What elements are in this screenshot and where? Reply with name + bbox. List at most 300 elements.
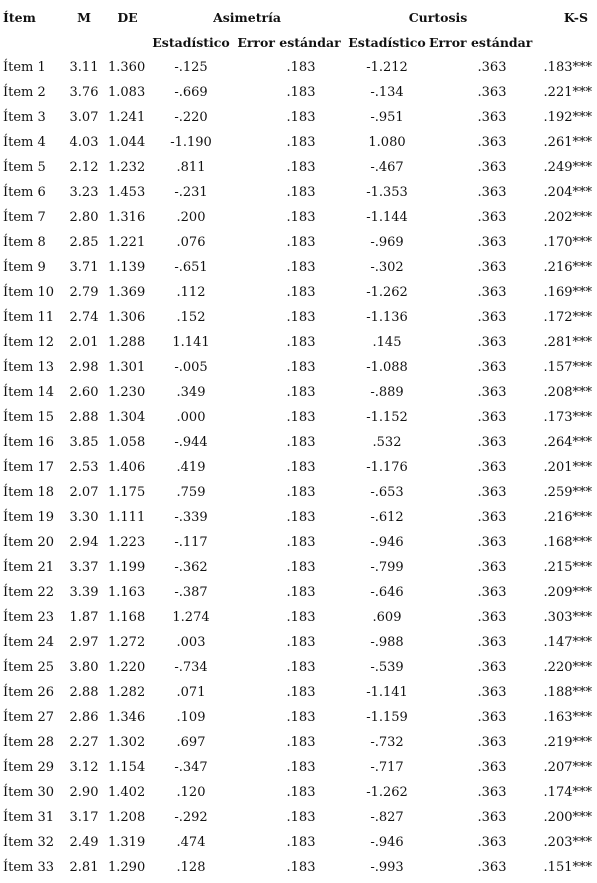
cell-kurtosis-std-error: .363 xyxy=(477,85,507,100)
cell-skewness-statistic: -.944 xyxy=(174,435,208,450)
cell-mean: 2.07 xyxy=(69,485,99,500)
cell-item: Ítem 4 xyxy=(3,135,46,150)
cell-sd: 1.319 xyxy=(108,835,146,850)
cell-skewness-statistic: -.292 xyxy=(174,810,208,825)
header-curtosis: Curtosis xyxy=(408,10,468,25)
cell-skewness-std-error: .183 xyxy=(286,435,316,450)
table-row xyxy=(3,255,594,280)
table-row xyxy=(3,730,594,755)
cell-kurtosis-std-error: .363 xyxy=(477,660,507,675)
cell-item: Ítem 29 xyxy=(3,760,55,775)
cell-sd: 1.346 xyxy=(108,710,146,725)
cell-mean: 2.85 xyxy=(69,235,99,250)
cell-skewness-statistic: .076 xyxy=(176,235,206,250)
cell-item: Ítem 11 xyxy=(3,310,55,325)
cell-kurtosis-statistic: -1.144 xyxy=(366,210,408,225)
cell-item: Ítem 22 xyxy=(3,585,55,600)
cell-sd: 1.369 xyxy=(108,285,146,300)
cell-kurtosis-std-error: .363 xyxy=(477,510,507,525)
cell-kurtosis-statistic: -.134 xyxy=(370,85,404,100)
cell-ks: .216*** xyxy=(543,510,592,525)
cell-mean: 3.23 xyxy=(69,185,99,200)
cell-skewness-statistic: -.125 xyxy=(174,60,208,75)
cell-kurtosis-std-error: .363 xyxy=(477,735,507,750)
cell-mean: 4.03 xyxy=(69,135,99,150)
cell-skewness-std-error: .183 xyxy=(286,710,316,725)
cell-ks: .204*** xyxy=(543,185,592,200)
cell-item: Ítem 18 xyxy=(3,485,55,500)
cell-kurtosis-std-error: .363 xyxy=(477,185,507,200)
cell-skewness-std-error: .183 xyxy=(286,835,316,850)
header-row-secondary xyxy=(3,30,594,55)
cell-skewness-statistic: -.669 xyxy=(174,85,208,100)
cell-skewness-std-error: .183 xyxy=(286,110,316,125)
table-body xyxy=(3,55,594,880)
header-ks: K-S xyxy=(563,10,588,25)
cell-kurtosis-std-error: .363 xyxy=(477,585,507,600)
cell-kurtosis-std-error: .363 xyxy=(477,210,507,225)
descriptive-stats-table xyxy=(3,5,594,880)
cell-ks: .216*** xyxy=(543,260,592,275)
cell-skewness-std-error: .183 xyxy=(286,335,316,350)
cell-kurtosis-std-error: .363 xyxy=(477,335,507,350)
cell-ks: .173*** xyxy=(543,410,592,425)
cell-ks: .172*** xyxy=(543,310,592,325)
cell-sd: 1.208 xyxy=(108,810,146,825)
cell-sd: 1.163 xyxy=(108,585,146,600)
table-row xyxy=(3,680,594,705)
cell-kurtosis-std-error: .363 xyxy=(477,135,507,150)
cell-kurtosis-statistic: -1.159 xyxy=(366,710,408,725)
header-asimetria: Asimetría xyxy=(213,10,281,25)
cell-mean: 3.85 xyxy=(69,435,99,450)
cell-kurtosis-statistic: -.302 xyxy=(370,260,404,275)
cell-mean: 2.98 xyxy=(69,360,99,375)
table-row xyxy=(3,530,594,555)
cell-mean: 2.01 xyxy=(69,335,99,350)
cell-skewness-statistic: .759 xyxy=(176,485,206,500)
cell-kurtosis-std-error: .363 xyxy=(477,360,507,375)
table-row xyxy=(3,330,594,355)
cell-mean: 2.49 xyxy=(69,835,99,850)
cell-item: Ítem 9 xyxy=(3,260,46,275)
cell-kurtosis-statistic: -.539 xyxy=(370,660,404,675)
cell-skewness-std-error: .183 xyxy=(286,285,316,300)
cell-ks: .209*** xyxy=(543,585,592,600)
cell-skewness-std-error: .183 xyxy=(286,635,316,650)
cell-sd: 1.290 xyxy=(108,860,146,875)
cell-kurtosis-std-error: .363 xyxy=(477,385,507,400)
cell-mean: 3.37 xyxy=(69,560,99,575)
cell-kurtosis-statistic: -.827 xyxy=(370,810,404,825)
cell-skewness-std-error: .183 xyxy=(286,410,316,425)
cell-mean: 3.76 xyxy=(69,85,99,100)
cell-sd: 1.111 xyxy=(108,510,146,525)
cell-skewness-statistic: .200 xyxy=(176,210,206,225)
cell-item: Ítem 7 xyxy=(3,210,46,225)
cell-sd: 1.139 xyxy=(108,260,146,275)
table-row xyxy=(3,155,594,180)
table-row xyxy=(3,780,594,805)
cell-skewness-std-error: .183 xyxy=(286,385,316,400)
cell-kurtosis-std-error: .363 xyxy=(477,810,507,825)
cell-skewness-std-error: .183 xyxy=(286,460,316,475)
cell-sd: 1.168 xyxy=(108,610,146,625)
cell-kurtosis-std-error: .363 xyxy=(477,485,507,500)
cell-sd: 1.402 xyxy=(108,785,146,800)
cell-mean: 2.88 xyxy=(69,410,99,425)
cell-item: Ítem 5 xyxy=(3,160,46,175)
cell-skewness-std-error: .183 xyxy=(286,260,316,275)
cell-ks: .264*** xyxy=(543,435,592,450)
cell-kurtosis-std-error: .363 xyxy=(477,235,507,250)
cell-kurtosis-statistic: -.467 xyxy=(370,160,404,175)
header-spacer xyxy=(106,30,149,55)
cell-skewness-std-error: .183 xyxy=(286,60,316,75)
cell-item: Ítem 21 xyxy=(3,560,55,575)
table-row xyxy=(3,405,594,430)
cell-mean: 2.86 xyxy=(69,710,99,725)
table-row xyxy=(3,855,594,880)
cell-sd: 1.301 xyxy=(108,360,146,375)
cell-item: Ítem 19 xyxy=(3,510,55,525)
cell-mean: 3.30 xyxy=(69,510,99,525)
cell-skewness-statistic: .003 xyxy=(176,635,206,650)
cell-item: Ítem 32 xyxy=(3,835,55,850)
cell-item: Ítem 10 xyxy=(3,285,55,300)
cell-kurtosis-statistic: -.988 xyxy=(370,635,404,650)
cell-mean: 3.07 xyxy=(69,110,99,125)
cell-skewness-statistic: -.220 xyxy=(174,110,208,125)
cell-sd: 1.282 xyxy=(108,685,146,700)
cell-kurtosis-statistic: -.646 xyxy=(370,585,404,600)
cell-kurtosis-statistic: -.946 xyxy=(370,835,404,850)
cell-kurtosis-statistic: -1.262 xyxy=(366,785,408,800)
table-row xyxy=(3,380,594,405)
cell-ks: .207*** xyxy=(543,760,592,775)
cell-mean: 2.97 xyxy=(69,635,99,650)
cell-skewness-statistic: .112 xyxy=(176,285,206,300)
cell-mean: 3.17 xyxy=(69,810,99,825)
table-row xyxy=(3,805,594,830)
cell-item: Ítem 1 xyxy=(3,60,46,75)
cell-skewness-std-error: .183 xyxy=(286,360,316,375)
header-curtosis-estadistico: Estadístico xyxy=(348,35,426,50)
cell-ks: .183*** xyxy=(543,60,592,75)
cell-sd: 1.223 xyxy=(108,535,146,550)
cell-mean: 2.74 xyxy=(69,310,99,325)
cell-skewness-std-error: .183 xyxy=(286,310,316,325)
table-row xyxy=(3,605,594,630)
cell-sd: 1.288 xyxy=(108,335,146,350)
cell-sd: 1.175 xyxy=(108,485,146,500)
cell-skewness-std-error: .183 xyxy=(286,760,316,775)
cell-ks: .169*** xyxy=(543,285,592,300)
cell-skewness-std-error: .183 xyxy=(286,185,316,200)
cell-mean: 3.71 xyxy=(69,260,99,275)
cell-ks: .249*** xyxy=(543,160,592,175)
cell-kurtosis-std-error: .363 xyxy=(477,460,507,475)
cell-ks: .203*** xyxy=(543,835,592,850)
cell-skewness-statistic: -.117 xyxy=(174,535,208,550)
cell-item: Ítem 33 xyxy=(3,860,55,875)
cell-skewness-statistic: -.651 xyxy=(174,260,208,275)
table-row xyxy=(3,55,594,80)
cell-kurtosis-statistic: -.612 xyxy=(370,510,404,525)
cell-skewness-statistic: 1.141 xyxy=(172,335,210,350)
table-row xyxy=(3,105,594,130)
cell-sd: 1.221 xyxy=(108,235,146,250)
cell-skewness-statistic: .109 xyxy=(176,710,206,725)
cell-skewness-std-error: .183 xyxy=(286,210,316,225)
cell-kurtosis-std-error: .363 xyxy=(477,160,507,175)
cell-kurtosis-statistic: -.969 xyxy=(370,235,404,250)
header-de: DE xyxy=(117,10,138,25)
cell-item: Ítem 31 xyxy=(3,810,55,825)
table-row xyxy=(3,480,594,505)
cell-ks: .219*** xyxy=(543,735,592,750)
table-row xyxy=(3,180,594,205)
cell-ks: .200*** xyxy=(543,810,592,825)
cell-sd: 1.083 xyxy=(108,85,146,100)
cell-kurtosis-statistic: -1.136 xyxy=(366,310,408,325)
cell-kurtosis-std-error: .363 xyxy=(477,760,507,775)
cell-item: Ítem 25 xyxy=(3,660,55,675)
cell-item: Ítem 24 xyxy=(3,635,55,650)
cell-sd: 1.230 xyxy=(108,385,146,400)
cell-kurtosis-statistic: -.732 xyxy=(370,735,404,750)
table-row xyxy=(3,705,594,730)
table-row xyxy=(3,130,594,155)
cell-skewness-statistic: -.387 xyxy=(174,585,208,600)
cell-kurtosis-statistic: 1.080 xyxy=(368,135,406,150)
cell-sd: 1.406 xyxy=(108,460,146,475)
cell-item: Ítem 2 xyxy=(3,85,46,100)
cell-skewness-statistic: -.231 xyxy=(174,185,208,200)
cell-ks: .215*** xyxy=(543,560,592,575)
cell-ks: .157*** xyxy=(543,360,592,375)
cell-kurtosis-statistic: -.946 xyxy=(370,535,404,550)
cell-skewness-std-error: .183 xyxy=(286,735,316,750)
cell-skewness-std-error: .183 xyxy=(286,660,316,675)
cell-mean: 2.90 xyxy=(69,785,99,800)
cell-ks: .174*** xyxy=(543,785,592,800)
cell-skewness-statistic: -.734 xyxy=(174,660,208,675)
table-row xyxy=(3,305,594,330)
cell-sd: 1.232 xyxy=(108,160,146,175)
header-spacer xyxy=(531,30,594,55)
cell-kurtosis-statistic: -.993 xyxy=(370,860,404,875)
cell-mean: 3.11 xyxy=(69,60,99,75)
table-row xyxy=(3,555,594,580)
table-row xyxy=(3,205,594,230)
cell-kurtosis-statistic: -1.353 xyxy=(366,185,408,200)
table-row xyxy=(3,455,594,480)
cell-kurtosis-std-error: .363 xyxy=(477,685,507,700)
cell-kurtosis-statistic: .145 xyxy=(372,335,402,350)
cell-sd: 1.302 xyxy=(108,735,146,750)
cell-mean: 3.12 xyxy=(69,760,99,775)
cell-kurtosis-std-error: .363 xyxy=(477,535,507,550)
cell-skewness-statistic: .697 xyxy=(176,735,206,750)
header-asimetria-estadistico: Estadístico xyxy=(152,35,230,50)
cell-kurtosis-std-error: .363 xyxy=(477,410,507,425)
cell-ks: .303*** xyxy=(543,610,592,625)
cell-ks: .221*** xyxy=(543,85,592,100)
cell-kurtosis-std-error: .363 xyxy=(477,635,507,650)
cell-kurtosis-std-error: .363 xyxy=(477,110,507,125)
cell-sd: 1.154 xyxy=(108,760,146,775)
cell-kurtosis-std-error: .363 xyxy=(477,285,507,300)
table-row xyxy=(3,580,594,605)
cell-sd: 1.241 xyxy=(108,110,146,125)
cell-ks: .147*** xyxy=(543,635,592,650)
cell-kurtosis-statistic: -.951 xyxy=(370,110,404,125)
table-row xyxy=(3,830,594,855)
cell-skewness-std-error: .183 xyxy=(286,610,316,625)
cell-item: Ítem 17 xyxy=(3,460,55,475)
cell-skewness-statistic: -.005 xyxy=(174,360,208,375)
cell-item: Ítem 14 xyxy=(3,385,55,400)
cell-mean: 3.39 xyxy=(69,585,99,600)
cell-kurtosis-statistic: .609 xyxy=(372,610,402,625)
table-header xyxy=(3,5,594,55)
cell-skewness-std-error: .183 xyxy=(286,510,316,525)
cell-skewness-statistic: .419 xyxy=(176,460,206,475)
cell-kurtosis-statistic: -.889 xyxy=(370,385,404,400)
cell-mean: 1.87 xyxy=(69,610,99,625)
cell-item: Ítem 13 xyxy=(3,360,55,375)
cell-kurtosis-statistic: -1.176 xyxy=(366,460,408,475)
cell-sd: 1.044 xyxy=(108,135,146,150)
cell-item: Ítem 30 xyxy=(3,785,55,800)
cell-kurtosis-statistic: -1.212 xyxy=(366,60,408,75)
cell-skewness-std-error: .183 xyxy=(286,860,316,875)
cell-skewness-std-error: .183 xyxy=(286,560,316,575)
cell-kurtosis-statistic: -1.262 xyxy=(366,285,408,300)
cell-sd: 1.058 xyxy=(108,435,146,450)
table-row xyxy=(3,505,594,530)
header-spacer xyxy=(3,30,62,55)
cell-kurtosis-statistic: -1.141 xyxy=(366,685,408,700)
cell-ks: .170*** xyxy=(543,235,592,250)
cell-item: Ítem 20 xyxy=(3,535,55,550)
cell-skewness-statistic: .474 xyxy=(176,835,206,850)
cell-kurtosis-statistic: -.717 xyxy=(370,760,404,775)
header-spacer xyxy=(62,30,106,55)
header-row-primary xyxy=(3,5,594,30)
cell-skewness-std-error: .183 xyxy=(286,160,316,175)
cell-mean: 2.60 xyxy=(69,385,99,400)
cell-sd: 1.199 xyxy=(108,560,146,575)
cell-skewness-std-error: .183 xyxy=(286,685,316,700)
cell-kurtosis-std-error: .363 xyxy=(477,710,507,725)
cell-skewness-std-error: .183 xyxy=(286,235,316,250)
cell-kurtosis-std-error: .363 xyxy=(477,610,507,625)
cell-item: Ítem 28 xyxy=(3,735,55,750)
cell-item: Ítem 6 xyxy=(3,185,46,200)
cell-skewness-std-error: .183 xyxy=(286,485,316,500)
cell-skewness-std-error: .183 xyxy=(286,785,316,800)
cell-item: Ítem 12 xyxy=(3,335,55,350)
cell-kurtosis-std-error: .363 xyxy=(477,435,507,450)
cell-item: Ítem 8 xyxy=(3,235,46,250)
header-m: M xyxy=(77,10,91,25)
cell-ks: .208*** xyxy=(543,385,592,400)
table-row xyxy=(3,655,594,680)
cell-kurtosis-statistic: -1.088 xyxy=(366,360,408,375)
cell-skewness-statistic: .349 xyxy=(176,385,206,400)
cell-sd: 1.220 xyxy=(108,660,146,675)
cell-sd: 1.304 xyxy=(108,410,146,425)
cell-kurtosis-std-error: .363 xyxy=(477,560,507,575)
cell-skewness-statistic: -.339 xyxy=(174,510,208,525)
cell-mean: 2.12 xyxy=(69,160,99,175)
cell-ks: .259*** xyxy=(543,485,592,500)
cell-skewness-std-error: .183 xyxy=(286,85,316,100)
cell-ks: .188*** xyxy=(543,685,592,700)
cell-kurtosis-statistic: -1.152 xyxy=(366,410,408,425)
cell-ks: .192*** xyxy=(543,110,592,125)
cell-sd: 1.306 xyxy=(108,310,146,325)
cell-skewness-statistic: .071 xyxy=(176,685,206,700)
cell-sd: 1.316 xyxy=(108,210,146,225)
cell-skewness-std-error: .183 xyxy=(286,810,316,825)
cell-ks: .151*** xyxy=(543,860,592,875)
cell-mean: 2.53 xyxy=(69,460,99,475)
cell-mean: 2.80 xyxy=(69,210,99,225)
cell-skewness-statistic: .000 xyxy=(176,410,206,425)
cell-sd: 1.453 xyxy=(108,185,146,200)
table-row xyxy=(3,755,594,780)
cell-skewness-std-error: .183 xyxy=(286,585,316,600)
cell-skewness-std-error: .183 xyxy=(286,135,316,150)
cell-skewness-statistic: .811 xyxy=(176,160,206,175)
table-row xyxy=(3,80,594,105)
cell-kurtosis-statistic: -.799 xyxy=(370,560,404,575)
cell-ks: .202*** xyxy=(543,210,592,225)
cell-sd: 1.272 xyxy=(108,635,146,650)
cell-ks: .220*** xyxy=(543,660,592,675)
header-curtosis-error-estandar: Error estándar xyxy=(429,35,533,50)
cell-ks: .281*** xyxy=(543,335,592,350)
cell-mean: 2.27 xyxy=(69,735,99,750)
header-asimetria-error-estandar: Error estándar xyxy=(237,35,341,50)
table-row xyxy=(3,230,594,255)
cell-kurtosis-std-error: .363 xyxy=(477,785,507,800)
cell-item: Ítem 15 xyxy=(3,410,55,425)
cell-mean: 3.80 xyxy=(69,660,99,675)
cell-mean: 2.81 xyxy=(69,860,99,875)
table-row xyxy=(3,280,594,305)
cell-skewness-statistic: .152 xyxy=(176,310,206,325)
table-row xyxy=(3,430,594,455)
cell-mean: 2.88 xyxy=(69,685,99,700)
table-row xyxy=(3,630,594,655)
cell-skewness-statistic: 1.274 xyxy=(172,610,210,625)
cell-sd: 1.360 xyxy=(108,60,146,75)
cell-kurtosis-statistic: .532 xyxy=(372,435,402,450)
cell-skewness-statistic: .120 xyxy=(176,785,206,800)
cell-ks: .168*** xyxy=(543,535,592,550)
cell-ks: .201*** xyxy=(543,460,592,475)
cell-item: Ítem 26 xyxy=(3,685,55,700)
cell-mean: 2.94 xyxy=(69,535,99,550)
cell-item: Ítem 3 xyxy=(3,110,46,125)
table-row xyxy=(3,355,594,380)
cell-item: Ítem 23 xyxy=(3,610,55,625)
cell-kurtosis-std-error: .363 xyxy=(477,835,507,850)
